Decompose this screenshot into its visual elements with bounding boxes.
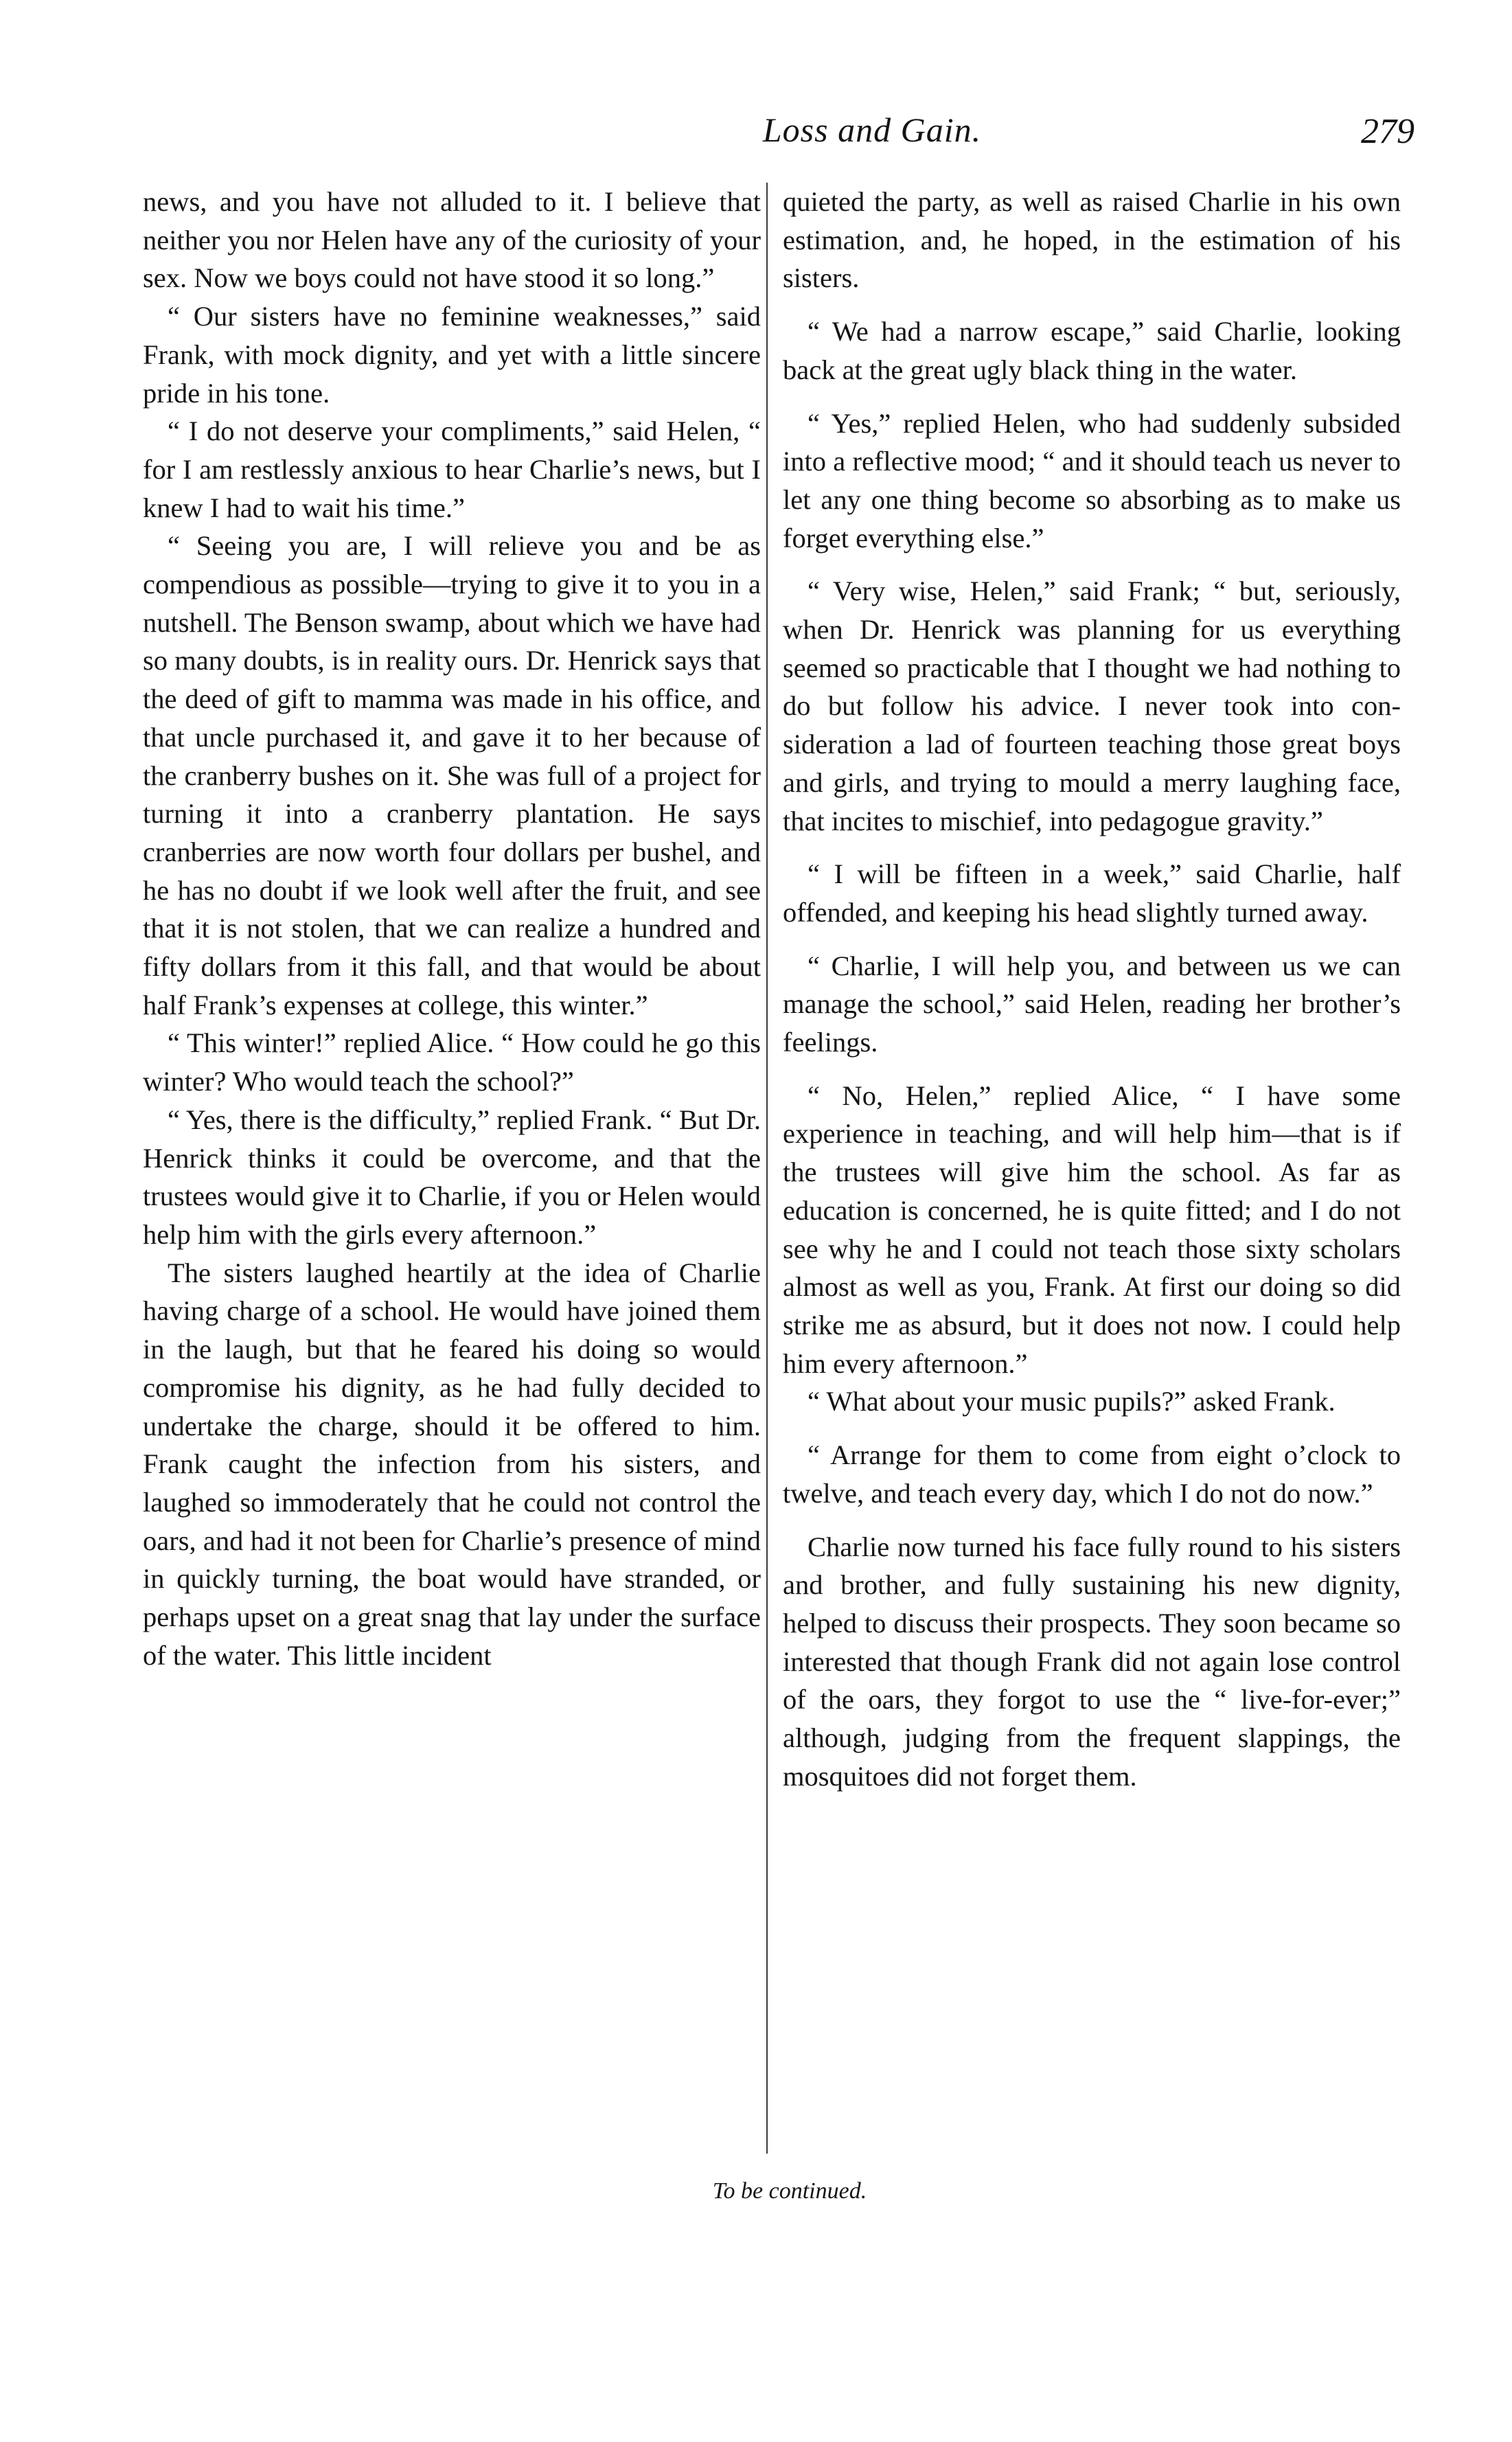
continued-note: To be continued. (712, 2178, 867, 2204)
paragraph: “ Charlie, I will help you, and between us we can manage the school,” said Helen, reading her brother’s feelings. (783, 950, 1401, 1058)
paragraph: “ Very wise, Helen,” said Frank; “ but, seriously, when Dr. Henrick was planning for us everything seemed so practicable that I thought we had nothing to do but follow his advice. I never took into consideration a lad of fourteen teaching those great boys and girls, and trying to mould a merry laughing face, that incites to mischief, into pedagogue gravity.” (783, 575, 1401, 836)
paragraph: “ Yes,” replied Helen, who had suddenly subsided into a reflective mood; “ and it should teach us never to let any one thing become so absorbing as to make us forget everything else.” (783, 407, 1401, 554)
page-number: 279 (1361, 112, 1414, 151)
paragraph: “ Arrange for them to come from eight o’clock to twelve, and teach every day, which I do not do now.” (783, 1439, 1401, 1509)
paragraph: “ We had a narrow escape,” said Charlie, looking back at the great ugly black thing in the water. (783, 316, 1401, 385)
paragraph: “ I do not deserve your compliments,” said Helen, “ for I am restlessly anxious to hear Charlie’s news, but I knew I had to wait his time.” (143, 415, 761, 523)
paragraph: “ Our sisters have no feminine weaknesses,” said Frank, with mock dignity, and yet with a little sincere pride in his tone. (143, 301, 761, 409)
left-column (143, 183, 761, 1674)
paragraph: “ This winter!” replied Alice. “ How could he go this winter? Who would teach the school?” (143, 1027, 761, 1097)
paragraph: “ Seeing you are, I will relieve you and be as compendious as possible—trying to give it to you in a nutshell. The Benson swamp, about which we have had so many doubts, is in reality ours. Dr. Henrick says that the deed of gift to mamma was made in his office, and that uncle purchased it, and gave it to her because of the cranberry bushes on it. She was full of a project for turning it into a cranberry plantation. He says cranberries are now worth four dollars per bushel, and he has no doubt if we look well after the fruit, and see that it is not stolen, that we can realize a hundred and fifty dollars from it this fall, and that would be about half Frank’s expenses at college, this winter.” (143, 530, 761, 1020)
paragraph: The sisters laughed heartily at the idea of Charlie having charge of a school. He would have joined them in the laugh, but that he feared his doing so would compromise his dignity, as he had fully decided to undertake the charge, should it be offered to him. Frank caught the infection from his sisters, and laughed so immoderately that he could not control the oars, and had it not been for Charlie’s presence of mind in quickly turning, the boat would have stranded, or perhaps upset on a great snag that lay under the surface of the water. This little incident (143, 1257, 761, 1671)
paragraph: “ I will be fifteen in a week,” said Charlie, half offended, and keeping his head slightly turned away. (783, 858, 1401, 928)
right-column (783, 183, 1401, 1795)
paragraph: “ What about your music pupils?” asked Frank. (807, 1386, 1336, 1417)
column-divider (766, 183, 768, 2154)
paragraph: quieted the party, as well as raised Charlie in his own estimation, and, he hoped, in the estimation of his sisters. (783, 186, 1401, 294)
paragraph: news, and you have not alluded to it. I believe that neither you nor Helen have any of the curiosity of your sex. Now we boys could not have stood it so long.” (143, 186, 761, 294)
paragraph: “ No, Helen,” replied Alice, “ I have some experience in teaching, and will help him—that is if the trustees will give him the school. As far as education is concerned, he is quite fitted; and I do not see why he and I could not teach those sixty scholars almost as well as you, Frank. At first our doing so did strike me as absurd, but it does not now. I could help him every afternoon.” (783, 1080, 1401, 1379)
running-title: Loss and Gain. (762, 111, 982, 149)
page-header (0, 110, 1512, 165)
paragraph: “ Yes, there is the difficulty,” replied Frank. “ But Dr. Henrick thinks it could be overcome, and that the trustees would give it to Charlie, if you or Helen would help him with the girls every afternoon.” (143, 1104, 761, 1250)
paragraph: Charlie now turned his face fully round to his sisters and brother, and fully sustaining his new dignity, helped to discuss their prospects. They soon became so interested that though Frank did not again lose control of the oars, they forgot to use the “ live-for-ever;” although, judging from the frequent slappings, the mosquitoes did not forget them. (783, 1531, 1401, 1792)
